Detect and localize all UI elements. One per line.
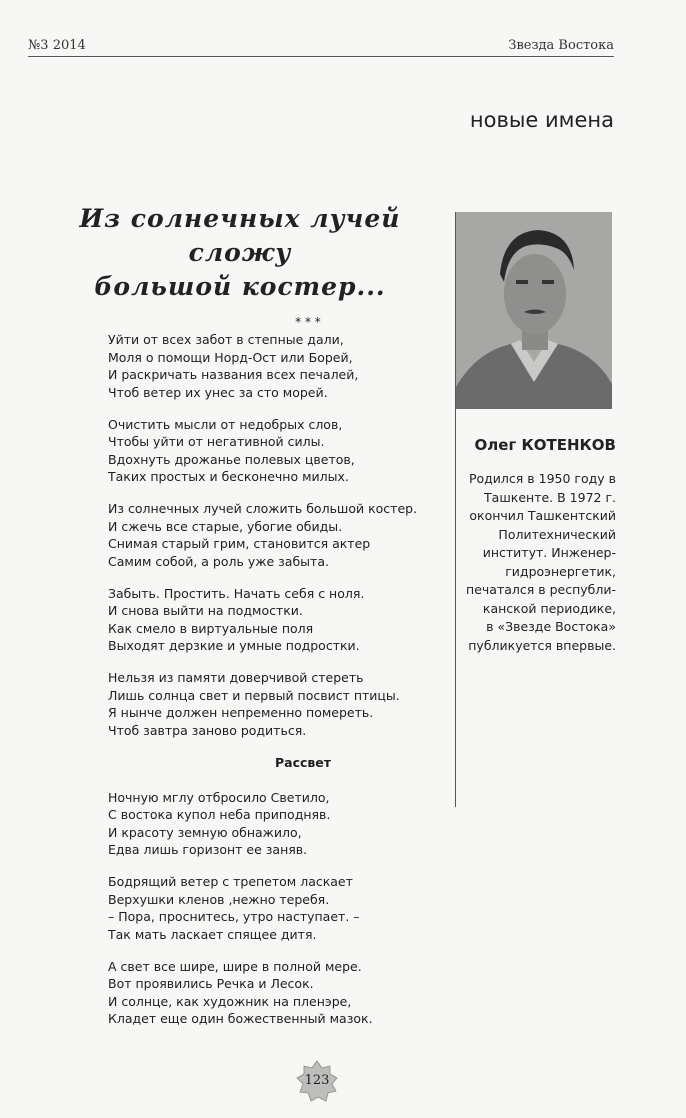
verse-line: Самим собой, а роль уже забыта. bbox=[108, 553, 329, 569]
header-rule bbox=[28, 56, 614, 57]
page-number: 123 bbox=[304, 1073, 330, 1088]
author-photo bbox=[456, 212, 612, 409]
verse-line: И снова выйти на подмостки. bbox=[108, 603, 303, 618]
verse-line: Уйти от всех забот в степные дали, bbox=[108, 332, 344, 347]
poem-separator: * * * bbox=[295, 315, 321, 329]
bio-line: публикуется впервые. bbox=[468, 637, 616, 653]
verse-line: Чтоб завтра заново родиться. bbox=[108, 722, 307, 738]
bio-line: гидроэнергетик, bbox=[505, 563, 616, 579]
stanza bbox=[108, 416, 448, 486]
stanza bbox=[108, 331, 448, 401]
verse-line: Так мать ласкает спящее дитя. bbox=[108, 926, 317, 942]
verse-line: И сжечь все старые, убогие обиды. bbox=[108, 518, 343, 534]
verse-line: Я нынче должен непременно помереть. bbox=[108, 705, 374, 720]
verse-line: Едва лишь горизонт ее заняв. bbox=[108, 842, 308, 857]
article-title bbox=[30, 202, 450, 304]
bio-line: в «Звезде Востока» bbox=[486, 619, 616, 634]
verse-line: Ночную мглу отбросило Светило, bbox=[108, 789, 330, 805]
verse-line: И раскричать названия всех печалей, bbox=[108, 367, 359, 382]
verse-line: Забыть. Простить. Начать себя с ноля. bbox=[108, 585, 365, 601]
section-title: новые имена bbox=[469, 108, 614, 132]
journal-name: Звезда Востока bbox=[508, 38, 614, 53]
stanza bbox=[108, 669, 448, 739]
verse-line: Выходят дерзкие и умные подростки. bbox=[108, 638, 360, 653]
article-title-line: Из солнечных лучей сложу bbox=[79, 204, 401, 267]
author-bio bbox=[458, 470, 616, 655]
stanza bbox=[108, 500, 448, 570]
bio-line: Родился в 1950 году в bbox=[468, 471, 616, 486]
stanza bbox=[108, 958, 448, 1028]
bio-line: печатался в республи- bbox=[466, 582, 616, 597]
stanza bbox=[108, 789, 448, 859]
verse-line: Лишь солнца свет и первый посвист птицы. bbox=[108, 687, 400, 703]
bio-line: окончил Ташкентский bbox=[469, 508, 616, 523]
verse-line: – Пора, проснитесь, утро наступает. – bbox=[108, 909, 360, 924]
article-title-line: большой костер... bbox=[94, 272, 386, 301]
verse-line: Вот проявились Речка и Лесок. bbox=[108, 976, 314, 991]
verse-line: Верхушки кленов ,нежно теребя. bbox=[108, 891, 330, 907]
verse-line: И солнце, как художник на пленэре, bbox=[108, 993, 352, 1009]
bio-line: институт. Инженер- bbox=[482, 545, 616, 560]
verse-line: Бодрящий ветер с трепетом ласкает bbox=[108, 874, 353, 889]
bio-line: канской периодике, bbox=[482, 600, 616, 616]
poem-title: Рассвет bbox=[274, 754, 332, 770]
verse-line: И красоту земную обнажило, bbox=[108, 824, 302, 840]
author-name: Олег КОТЕНКОВ bbox=[474, 436, 616, 454]
verse-line: Чтобы уйти от негативной силы. bbox=[108, 434, 325, 449]
stanza bbox=[108, 585, 448, 655]
verse-line: Как смело в виртуальные поля bbox=[108, 620, 314, 636]
verse-line: Из солнечных лучей сложить большой костер. bbox=[108, 501, 418, 516]
verse-line: Чтоб ветер их унес за сто морей. bbox=[108, 384, 328, 400]
verse-line: С востока купол неба приподняв. bbox=[108, 807, 331, 822]
verse-line: Кладет еще один божественный мазок. bbox=[108, 1011, 373, 1026]
verse-line: Вдохнуть дрожанье полевых цветов, bbox=[108, 451, 355, 467]
bio-line: Ташкенте. В 1972 г. bbox=[484, 489, 616, 505]
bio-line: Политехнический bbox=[498, 526, 616, 542]
verse-line: Нельзя из памяти доверчивой стереть bbox=[108, 670, 364, 685]
stanza bbox=[108, 873, 448, 943]
verse-line: Снимая старый грим, становится актер bbox=[108, 536, 371, 551]
issue-number: №3 2014 bbox=[28, 38, 86, 53]
verse-line: А свет все шире, шире в полной мере. bbox=[108, 958, 362, 974]
verse-line: Таких простых и бесконечно милых. bbox=[108, 469, 349, 484]
verse-line: Моля о помощи Норд-Ост или Борей, bbox=[108, 349, 353, 365]
verse-line: Очистить мысли от недобрых слов, bbox=[108, 416, 343, 432]
poems-column bbox=[108, 313, 448, 1042]
